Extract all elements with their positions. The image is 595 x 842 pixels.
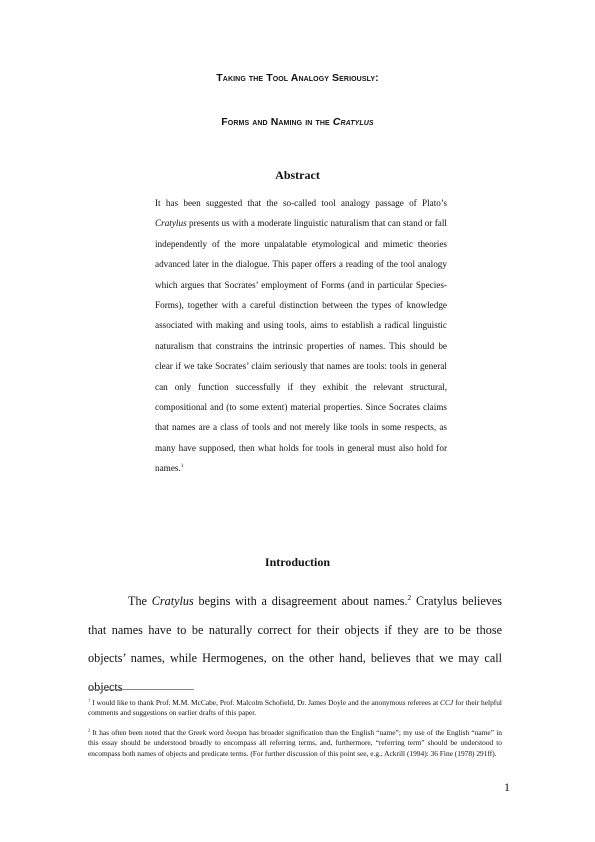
title-text-2: Forms and Naming in the	[221, 116, 333, 128]
footnote-2-greek: ὄνομα	[225, 729, 247, 737]
intro-part-1: The	[128, 594, 152, 608]
footnote-1-number: 1	[88, 697, 91, 703]
title-italic-work: Cratylus	[332, 116, 374, 128]
footnote-1-italic: CCJ	[440, 698, 454, 707]
abstract-heading: Abstract	[275, 168, 320, 182]
abstract-part-2: presents us with a moderate linguistic naturalism that can stand or fall independently of the more unpalatable etymological and mimetic theories advanced later in the dialogue. This paper offers a reading of the tool analogy which argues that Socrates’ employment of Forms (and in particular Species-Forms), together with a careful distinction between the types of knowledge associated with making and using tools, aims to establish a radical linguistic naturalism that constrains the intrinsic properties of names. This should be clear if we take Socrates’ claim seriously that names are tools: tools in general can only function successfully if they exhibit the relevant structural, compositional and (to some extent) material properties. Since Socrates claims that names are a class of tools and not merely like tools in some respects, as many have supposed, then what holds for tools in general must also hold for names.	[155, 218, 447, 474]
introduction-paragraph	[88, 587, 502, 701]
abstract-italic: Cratylus	[155, 218, 187, 229]
footnote-1-part-2: for their helpful comments and suggestions on earlier drafts of this paper.	[88, 698, 502, 718]
paper-title-line-1	[0, 72, 595, 84]
page-number: 1	[504, 780, 510, 794]
footnote-1	[88, 698, 502, 719]
introduction-heading: Introduction	[264, 555, 331, 569]
footnote-1-part-1: I would like to thank Prof. M.M. McCabe, Prof. Malcolm Schofield, Dr. James Doyle and the anonymous referees at	[90, 698, 441, 707]
footnote-2-number: 2	[88, 727, 91, 733]
footnote-2	[88, 728, 502, 759]
footnote-2-part-2: has broader signification than the English “name”; my use of the English “name” in this essay should be understood broadly to encompass all referring terms, and, furthermore, “referring term” should be understood to encompass both names of objects and predicate terms. (For further discussion of this point see, e.g., Ackrill (1994): 36 Fine (1978) 291ff).	[88, 728, 502, 758]
intro-italic: Cratylus	[151, 594, 194, 608]
abstract-part-1: It has been suggested that the so-called tool analogy passage of Plato’s	[155, 198, 447, 208]
footnote-ref-1[interactable]: 1	[180, 463, 184, 470]
footnote-divider	[88, 689, 194, 690]
footnote-2-part-1: It has often been noted that the Greek word	[90, 728, 226, 737]
intro-part-3: Cratylus believes that names have to be naturally correct for their objects if they are to be those objects’ names, while Hermogenes, on the other hand, believes that we may call objects	[88, 594, 502, 694]
intro-part-2: begins with a disagreement about names.	[193, 594, 408, 608]
abstract-text	[155, 193, 447, 479]
footnote-ref-2[interactable]: 2	[407, 592, 412, 602]
title-text-1: Taking the Tool Analogy Seriously:	[216, 72, 379, 84]
paper-title-line-2	[0, 116, 595, 128]
